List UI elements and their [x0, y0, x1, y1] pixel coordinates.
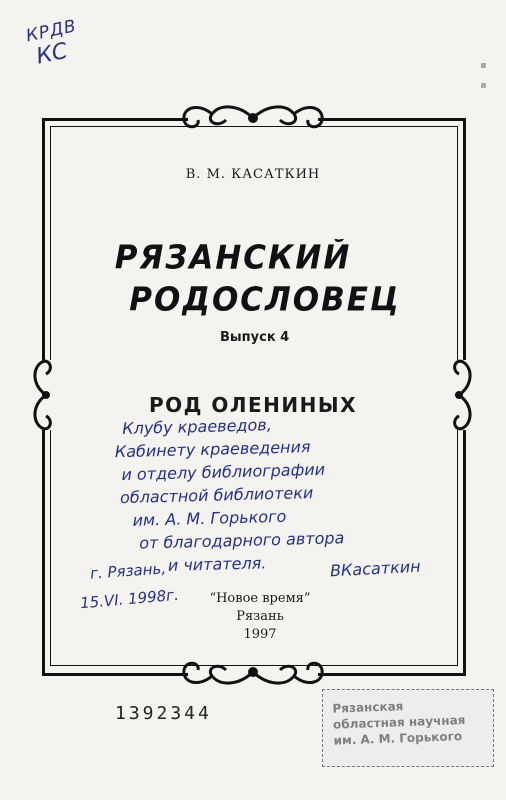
dedication-line: областной библиотеки: [119, 483, 314, 508]
stamp-line: Рязанская: [332, 699, 404, 716]
title-line-2: РОДОСЛОВЕЦ: [129, 281, 401, 319]
handwritten-city: г. Рязань,: [89, 559, 167, 583]
bleed-through-mark: ▪: [480, 60, 487, 71]
dedication-line: от благодарного автора: [138, 528, 345, 553]
dedication-line: Кабинету краеведения: [114, 437, 311, 462]
corner-note-line-2: КС: [34, 38, 70, 70]
title-line-1: РЯЗАНСКИЙ: [114, 239, 352, 277]
library-stamp: [322, 689, 494, 767]
dedication-line: им. А. М. Горького: [132, 506, 287, 530]
publisher-block: [190, 590, 330, 644]
publisher-city: Рязань: [236, 609, 284, 624]
top-ornament-icon: [168, 98, 338, 138]
bottom-ornament-icon: [168, 652, 338, 692]
dedication-line: и читателя.: [167, 553, 267, 575]
subtitle: РОД ОЛЕНИНЫХ: [148, 393, 358, 417]
dedication-line: Клубу краеведов,: [121, 415, 273, 439]
publisher-name: “Новое время”: [209, 591, 311, 606]
stamp-line: им. А. М. Горького: [333, 729, 463, 748]
issue-label: Выпуск 4: [220, 330, 290, 345]
inventory-number-stamp: 1392344: [115, 703, 212, 724]
corner-note-line-1: КРДВ: [24, 16, 79, 47]
handwritten-dedication: [58, 409, 422, 579]
handwritten-corner-note: [24, 10, 112, 71]
bleed-through-mark: ▪: [480, 80, 487, 91]
handwritten-date: 15.VI. 1998г.: [79, 585, 180, 613]
stamp-line: областная научная: [332, 713, 466, 732]
author-signature: ВКасаткин: [329, 556, 422, 581]
author-name: В. М. КАСАТКИН: [185, 167, 321, 182]
dedication-line: и отделу библиографии: [121, 459, 326, 485]
publication-year: 1997: [243, 627, 277, 642]
